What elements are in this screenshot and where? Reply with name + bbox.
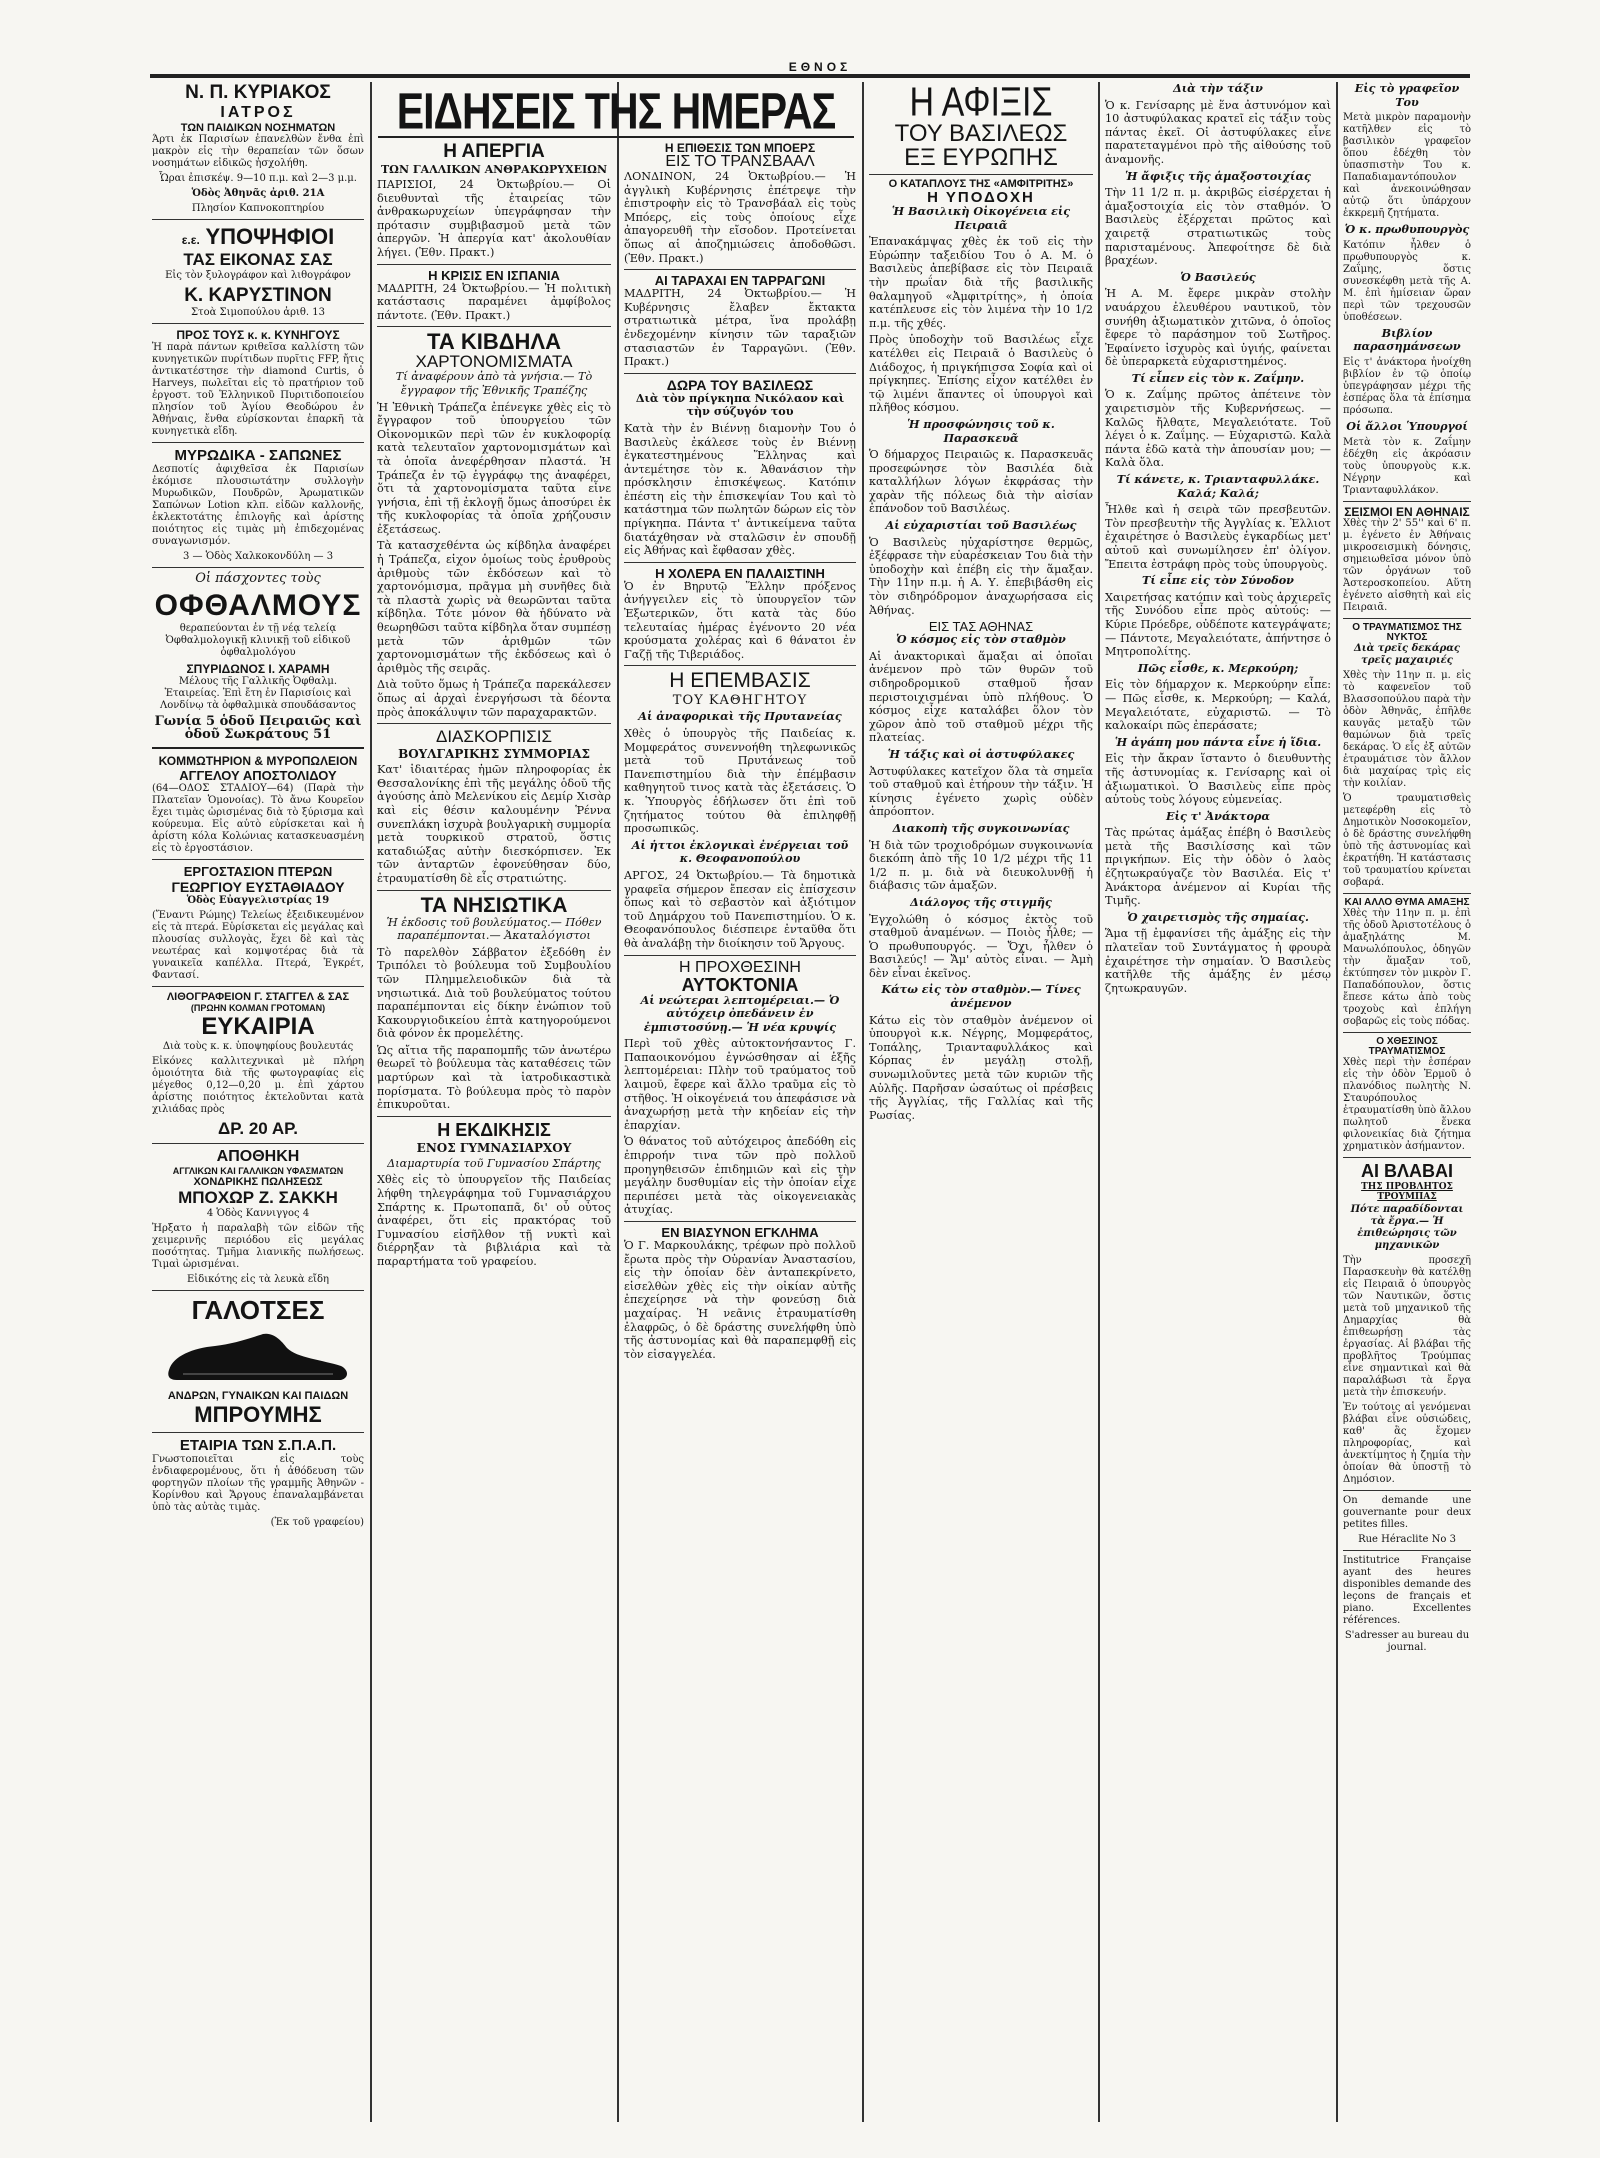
eykairia-price: ΔΡ. 20 ΑΡ. xyxy=(218,1118,298,1138)
sakki-address: 4 Ὁδὸς Καννιγγος 4 xyxy=(206,1207,310,1219)
sakki-tail: Εἰδικότης εἰς τὰ λευκὰ εἴδη xyxy=(187,1273,329,1285)
kynigous-text: Ἡ παρὰ πάντων κριθεῖσα καλλίστη τῶν κυνηγετικῶν πυρίτιδων πυρῖτις FFP, ἤτις ἀντικατέστησε τὴν diamond Curtis, ὁ Harveys, πωλεῖται εἰς τὸ πρατήριον τοῦ ἐργοστ. τοῦ Ἑλληνικοῦ Πυριτιδοποιείου πλησίον τοῦ Ἁγίου Θεοδώρου ἐν Ἀθήναις, ἔνθα εὑρίσκονται ἐπαρκῆ τὰ κυνηγετικὰ εἴδη. xyxy=(152,342,364,437)
ypopsifioi-heading: ε.ε. ΥΠΟΨΗΦΙΟΙ xyxy=(181,224,335,249)
efxaristies-text: Ὁ Βασιλεὺς ηὐχαρίστησε θερμῶς, ἐξέφρασε τὴν εὐαρέσκειαν Του διὰ τὴν ὑποδοχὴν καὶ ἐπέβη εἰς τὴν ἅμαξαν. Τὴν 11ην π.μ. ἡ Α. Υ. ἐπεβιβάσθη εἰς τὸν σιδηρόδρομον ἀναχωρήσασα εἰς Ἀθήνας. xyxy=(869,535,1093,617)
allo-thyma-text: Χθὲς τὴν 11ην π. μ. ἐπὶ τῆς ὁδοῦ Ἀριστοτέλους ὁ ἁμαξηλάτης Μ. Μανωλόπουλος, ὁδηγῶν τὴν ἅμαξαν τοῦ, ἐκτύπησεν τὸν μικρὸν Γ. Παπαδόπουλον, ὅστις ἔπεσε κάτω ἀπὸ τοὺς τροχοὺς καὶ ἐπλήγη σοβαρῶς εἰς τοὺς πόδας. xyxy=(1343,907,1471,1027)
agapi-subheading: Ἡ ἀγάπη μου πάντα εἶνε ἡ ἴδια. xyxy=(1114,734,1322,749)
synodos-text: Χαιρετήσας κατόπιν καὶ τοὺς ἀρχιερεῖς τῆς Συνόδου εἶπε πρὸς αὐτούς: — Κύριε Πρόεδρε, οὐδέποτε κατεγράψατε; — Πάντοτε, Μεγαλειότατε, ἀπήντησε ὁ Μητροπολίτης. xyxy=(1105,590,1331,659)
kivdila-text: Ἡ Ἐθνικὴ Τράπεζα ἐπένεγκε χθὲς εἰς τὸ ἔγγραφον τοῦ ὑπουργείου τῶν Οἰκονομικῶν περὶ τῶν ἐν κυκλοφορίᾳ κατὰ τελευταῖον χαρτονομισμάτων καὶ τὰ ὁποῖα ἀνεφέρθησαν πλαστά. Ἡ Τράπεζα ἐν τῷ ἐγγράφῳ της ἀναφέρει, ὅτι τὰ χαρτονομίσματα ταῦτα εἶνε γνήσια, ἐπὶ τῇ ἐκλογῇ ὅμως ἀποσύρει ἐκ τῆς κυκλοφορίας τὰ ὁποῖα χρήζουσιν ἐξετάσεως. xyxy=(377,400,611,536)
merkouris-subheading: Πῶς εἶσθε, κ. Μερκούρη; xyxy=(1137,660,1299,675)
institutrice-address: S'adresser au bureau du journal. xyxy=(1344,1629,1470,1653)
argos-text: ΑΡΓΟΣ, 24 Ὀκτωβρίου.— Τὰ δημοτικὰ γραφεῖα σήμερον ἔπεσαν εἰς ἐπίσχεσιν ὅπως καὶ τὸ σεβαστὸν καὶ ἀξιότιμον τοῦ Δημάρχου τοῦ Πανεπιστημίου. Ὁ κ. Θεοφανόπουλος διέσπειρε ἐνταῦθα ὅτι θὰ ἀναλάβῃ τὴν διοίκησιν τοῦ Ἄργους. xyxy=(624,868,856,950)
vasiliki-subheading: Ἡ Βασιλικὴ Οἰκογένεια εἰς Πειραιᾶ xyxy=(891,204,1071,232)
prosfonisis-text: Ὁ δήμαρχος Πειραιῶς κ. Παρασκευᾶς προσεφώνησε τὸν Βασιλέα διὰ καταλλήλων λόγων ἐκφράσας τὴν χαρὰν τῆς πόλεως διὰ τὴν αἰσίαν ἐπάνοδον τοῦ Βασιλέως. xyxy=(869,448,1093,516)
sakki-text: Ἠρξατο ἡ παραλαβὴ τῶν εἰδῶν τῆς χειμερινῆς περιόδου εἰς μεγάλας ποσότητας. Τμῆμα λιανικῆς πωλήσεως. Τιμαὶ ὡρισμέναι. xyxy=(152,1222,364,1270)
travmatismos-heading: Ο ΤΡΑΥΜΑΤΙΣΜΟΣ ΤΗΣ ΝΥΚΤΟΣ xyxy=(1352,621,1462,643)
vasiliki-text: Ἐπανακάμψας χθὲς ἐκ τοῦ εἰς τὴν Εὐρώπην ταξειδίου Του ὁ Α. Μ. ὁ Βασιλεὺς ἀπεβίβασε εἰς τὸν Πειραιᾶ τὴν πρωΐαν διὰ τῆς βασιλικῆς θαλαμηγοῦ «Ἀμφιτρίτης», ἡ ὁποία κατέπλευσε εἰς τὸν λιμένα τὴν 10 1/2 π.μ. τῆς χθές. xyxy=(869,235,1093,330)
nisiotika-subheading: Ἡ ἐκδοσις τοῦ βουλεύματος.— Πόθεν παραπέμπονται.— Ἀκαταλόγιστοι xyxy=(386,915,602,943)
krisis-text: ΜΑΔΡΙΤΗ, 24 Ὀκτωβρίου.— Ἡ πολιτικὴ κατάστασις παραμένει ἀμφίβολος πάντοτε. (Ἐθν. Πρακτ.) xyxy=(377,281,611,322)
column-divider xyxy=(1098,82,1100,2122)
aftoktonia-subheading: Αἱ νεώτεραι λεπτομέρειαι.— Ὁ αὐτόχειρ ὀπεδάνειν ἐν ἐμπιστοσύνῃ.— Ἡ νέα κρυψίς xyxy=(640,992,840,1034)
grafeion-text: Μετὰ μικρὸν παραμονὴν κατῆλθεν εἰς τὸ βασιλικὸν γραφεῖον ὅπου ἐδέχθη τὸν ὑπασπιστὴν Του κ. Παπαδιαμαντόπουλον καὶ ἀνεκοινώθησαν αὐτῷ ὅτι ὑπάρχουν ἐκκρεμῆ ζητήματα. xyxy=(1343,112,1471,220)
lithografeion-sub: (ΠΡΩΗΝ ΚΟΛΜΑΝ ΓΡΟΤΟΜΑΝ) xyxy=(190,1002,326,1013)
karystinos-name: Κ. ΚΑΡΥΣΤΙΝΟΝ xyxy=(184,285,332,306)
xolera-heading: Η ΧΟΛΕΡΑ ΕΝ ΠΑΛΑΙΣΤΙΝΗ xyxy=(655,565,825,581)
epemvasis-heading: Η ΕΠΕΜΒΑΣΙΣ xyxy=(669,669,811,693)
aftoktonia-heading: ΑΥΤΟΚΤΟΝΙΑ xyxy=(681,974,799,995)
athinas-heading: ΕΙΣ ΤΑΣ ΑΘΗΝΑΣ xyxy=(928,619,1034,635)
etaireia-heading: ΕΤΑΙΡΙΑ ΤΩΝ Σ.Π.Α.Π. xyxy=(179,1436,337,1454)
column-divider xyxy=(862,82,864,2122)
evropis-heading: ΕΞ ΕΥΡΩΠΗΣ xyxy=(904,144,1058,171)
ekdikisis-subheading-2: Διαμαρτυρία τοῦ Γυμνασίου Σπάρτης xyxy=(387,1156,601,1170)
zaimi-text: Ὁ κ. Ζαΐμης πρῶτος ἀπέτεινε τὸν χαιρετισμὸν τῆς Κυβερνήσεως. — Καλῶς ἤλθατε, Μεγαλειότατε. Τοῦ λέγει ὁ κ. Ζαΐμης. — Εὐχαριστῶ. Καλὰ πάντα ἐδῶ κατὰ τὴν ἀπουσίαν μου; — Καλὰ ὅλα. xyxy=(1105,388,1331,470)
xolera-text: Ὁ ἐν Βηρυτῷ Ἕλλην πρόξενος ἀνήγγειλεν εἰς τὸ ὑπουργεῖον τῶν Ἐξωτερικῶν, ὅτι κατὰ τὰς δύο τελευταίας ἡμέρας ἐγένοντο 20 νέα κρούσματα χολέρας καὶ 6 θάνατοι ἐν Γαζῇ τῆς Τιβεριάδος. xyxy=(624,579,856,661)
kyriakos-address: Ὁδὸς Ἀθηνᾶς ἀριθ. 21Α xyxy=(191,188,325,199)
eikonas-text: Εἰς τὸν ξυλογράφον καὶ λιθογράφον xyxy=(165,270,351,281)
taxin-text: Ὁ κ. Γενίσαρης μὲ ἕνα ἀστυνόμον καὶ 10 ἀστυφύλακας κρατεῖ εἰς τάξιν τοὺς πάντας ἐκεῖ. Οἱ ἀστυφύλακες εἶνε παρατεταγμένοι πρὸ τῆς αἰθούσης τοῦ ἀναμονῆς. xyxy=(1105,98,1331,166)
prosfonisis-subheading: Ἡ προσφώνησις τοῦ κ. Παρασκευᾶ xyxy=(907,416,1055,445)
masthead-rule xyxy=(150,74,1470,78)
tarraxai-text: ΜΑΔΡΙΤΗ, 24 Ὀκτωβρίου.— Ἡ Κυβέρνησις ἔλαβεν ἔκτακτα στρατιωτικὰ μέτρα, ἵνα προλάβῃ ἐνδεχομένην κίνησιν τῶν ταραξιῶν στασιαστῶν ἐν Ταρραγῶνι. (Ἐθν. Πρακτ.) xyxy=(624,287,856,369)
kyriakos-address-note: Πλησίον Καπνοκοπτηρίου xyxy=(191,203,325,214)
kyriakos-name: Ν. Π. ΚΥΡΙΑΚΟΣ xyxy=(185,82,331,103)
boers-text: ΛΟΝΔΙΝΟΝ, 24 Ὀκτωβρίου.— Ἡ ἀγγλικὴ Κυβέρνησις ἐπέτρεψε τὴν ἐπιστροφὴν εἰς τὸ Τρανσβάαλ εἰς τοὺς Μπόερς, εἰς τοὺς ὁποίους εἶχε ἀπαγορευθῆ τὴν εἴσοδον. Προτείνεται ὅπως αἱ ἀποζημιώσεις ἀποδοθῶσι. (Ἐθν. Πρακτ.) xyxy=(624,170,856,265)
myrodika-heading: ΜΥΡΩΔΙΚΑ - ΣΑΠΩΝΕΣ xyxy=(174,447,342,464)
vasileus-text: Ἡ Α. Μ. ἔφερε μικρὰν στολὴν ναυάρχου ἐλευθέρου ναυτικοῦ, τὸν συνήθη ἀξιωματικὸν χιτῶνα, ὁ ὁποῖος ἔφερε τὸ παράσημον τοῦ Σωτῆρος. Ἐφαίνετο ἰσχυρὸς καὶ ὑγιής, φαίνεται δὲ ὑπεραρκετὰ εὐχαριστημένος. xyxy=(1105,287,1331,369)
pasxontes-line: Οἱ πάσχοντες τοὺς xyxy=(195,571,321,586)
anaktora-subheading: Εἰς τ' Ἀνάκτορα xyxy=(1166,808,1270,823)
xthesinos-heading: Ο ΧΘΕΣΙΝΟΣ ΤΡΑΥΜΑΤΙΣΜΟΣ xyxy=(1368,1035,1446,1057)
vivlion-text: Εἰς τ' ἀνάκτορα ἠνοίχθη βιβλίον ἐν τῷ ὁποίῳ ὑπεγράφησαν μέχρι τῆς ἑσπέρας ὅλα τὰ ἐπίσημα πρόσωπα. xyxy=(1343,356,1471,416)
galotses-heading: ΓΑΛΟΤΣΕΣ xyxy=(191,1294,325,1325)
kivdila-subheading: Τί ἀναφέρουν ἀπὸ τὰ γνήσια.— Τὸ ἔγγραφον τῆς Ἐθνικῆς Τραπέζης xyxy=(395,370,593,397)
ekdikisis-subheading: ΕΝΟΣ ΓΥΜΝΑΣΙΑΡΧΟΥ xyxy=(416,1140,572,1155)
apergia-subheading: ΤΩΝ ΓΑΛΛΙΚΩΝ ΑΝΘΡΑΚΩΡΥΧΕΙΩΝ xyxy=(380,163,608,176)
taxin-subheading: Διὰ τὴν τάξιν xyxy=(1173,82,1263,95)
kyriakos-specialty: ΤΩΝ ΠΑΙΔΙΚΩΝ ΝΟΣΗΜΑΤΩΝ xyxy=(180,122,336,134)
alloi-subheading: Οἱ ἄλλοι Ὑπουργοί xyxy=(1346,418,1468,433)
ptera-address: Ὁδὸς Εὐαγγελιστρίας 19 xyxy=(186,894,330,906)
ekdikisis-text: Χθὲς εἰς τὸ ὑπουργεῖον τῆς Παιδείας λήφθη τηλεγράφημα τοῦ Γυμνασιάρχου Σπάρτης κ. Πρωτοπαπᾶ, δι' οὗ οὗτος ἀναφέρει, ὅτι εἰς πρακτόρας τοῦ Γυμνασίου εἰσῆλθον τῇ νυκτὶ καὶ διέρρηξαν τὰ βιβλιάρια καὶ τὰ παραρτήματα τοῦ γραφείου. xyxy=(377,1173,611,1268)
charami-name: ΣΠΥΡΙΔΩΝΟΣ Ι. ΧΑΡΑΜΗ xyxy=(186,661,330,676)
kanete-subheading: Τί κάνετε, κ. Τριανταφυλλάκε. Καλά; Καλά; xyxy=(1116,472,1320,500)
dialogos-text: Ἐγχολώθη ὁ κόσμος ἐκτὸς τοῦ σταθμοῦ ἀναμένων. — Ποιὸς ἦλθε; — Ὁ πρωθυπουργός. — Ὄχι, ἦλθεν ὁ Βασιλεύς! — Ἄμ' αὐτὸς εἶναι. — Ἀμὴ δὲν εἶναι ἐκεῖνος. xyxy=(869,912,1093,980)
vivlion-subheading: Βιβλίον παρασημάνσεων xyxy=(1353,325,1461,354)
etaireia-tail: (Ἐκ τοῦ γραφείου) xyxy=(270,1516,364,1528)
seismos-text: Χθὲς τὴν 2' 55'' καὶ 6' π. μ. ἐγένετο ἐν Ἀθήναις μικροσεισμικὴ δόνησις, σημειωθεῖσα μόνον ὑπὸ τῶν ὀργάνων τοῦ Ἀστεροσκοπείου. Αὕτη ἐγένετο αἰσθητὴ καὶ εἰς Πειραιᾶ. xyxy=(1343,517,1471,613)
news-banner-box xyxy=(378,84,854,138)
boulg-text: Κατ' ἰδιαιτέρας ἡμῶν πληροφορίας ἐκ Θεσσαλονίκης ἐπὶ τῆς μεγάλης ὁδοῦ τῆς ἀγούσης ἀπὸ Μελενίκου εἰς Δεμίρ Χισὰρ καὶ εἰς θέσιν καλουμένην Ῥέννα συνεπλάκη ἰσχυρὰ βουλγαρικὴ συμμορία μετὰ τουρκικοῦ στρατοῦ, ὅστις καταδιώξας αὐτὴν διεσκόρπισεν. Ἐκ τῶν ἀνταρτῶν ἐφονεύθησαν δύο, ἐτραυματίσθη δὲ εἷς στρατιώτης. xyxy=(377,763,611,885)
masthead-mark: ΕΘΝΟΣ xyxy=(788,60,852,74)
travmatismos-text-2: Ὁ τραυματισθεὶς μετεφέρθη εἰς τὸ Δημοτικὸν Νοσοκομεῖον, ὁ δὲ δράστης συνελήφθη ὑπὸ τῆς ἀστυνομίας καὶ ἐκρατήθη. Ἡ κατάστασις τοῦ τραυματίου κρίνεται σοβαρά. xyxy=(1343,792,1471,888)
synodos-subheading: Τί εἶπε εἰς τὸν Σύνοδον xyxy=(1142,573,1294,588)
stathmo-text: Κάτω εἰς τὸν σταθμὸν ἀνέμενον οἱ ὑπουργοὶ κ.κ. Νέγρης, Μομφεράτος, Τοπάλης, Τριανταφυλλάκος καὶ Κόρπας ἐν μεγάλῃ στολῇ, συνωμιλοῦντες μετὰ τῶν κυριῶν τῆς Αὐλῆς. Παρῆσαν ὡσαύτως οἱ πρέσβεις τῆς Ἀγγλίας, τῆς Γαλλίας καὶ τῆς Ρωσίας. xyxy=(869,1013,1093,1122)
xartonomismata-heading: ΧΑΡΤΟΝΟΜΙΣΜΑΤΑ xyxy=(415,352,573,372)
taxis-text: Ἀστυφύλακες κατεῖχον ὅλα τὰ σημεῖα τοῦ σταθμοῦ καὶ ἐτήρουν τὴν τάξιν. Ἡ κίνησις ἐγένετο χωρὶς οὐδὲν ἀπρόοπτον. xyxy=(869,764,1093,819)
ypodoxi-heading: Η ΥΠΟΔΟΧΗ xyxy=(927,189,1035,206)
argos-subheading: Αἱ ἡττοι ἐκλογικαὶ ἐνέργειαι τοῦ κ. Θεοφανοπούλου xyxy=(631,837,849,866)
kommotirion-heading: ΚΟΜΜΩΤΗΡΙΟΝ & ΜΥΡΟΠΩΛΕΙΟΝ xyxy=(158,753,358,768)
egklima-text: Ὁ Γ. Μαρκουλάκης, τρέφων πρὸ πολλοῦ ἔρωτα πρὸς τὴν Οὐρανίαν Ἀναστασίου, εἰς τὴν ὁποίαν δὲν ἀνταπεκρίνετο, εἰσελθὼν χθὲς εἰς τὴν οἰκίαν αὐτῆς ἐπεχείρησε νὰ τὴν φονεύσῃ διὰ μαχαίρας. Ἡ νεᾶνις ἐτραυματίσθη ἐλαφρῶς, ὁ δὲ δράστης συνελήφθη ὑπὸ τῆς ἀστυνομίας καὶ θὰ παραπεμφθῇ εἰς τὸν εἰσαγγελέα. xyxy=(624,1239,856,1361)
ekdikisis-heading: Η ΕΚΔΙΚΗΣΙΣ xyxy=(437,1119,551,1140)
grafeion-subheading: Εἰς τὸ γραφεῖον Του xyxy=(1354,82,1460,109)
travmatismos-subheading: Διὰ τρεῖς δεκάρας τρεῖς μαχαιριές xyxy=(1353,642,1460,666)
nisiotika-text: Τὸ παρελθὸν Σάββατον ἐξεδόθη ἐν Τριπόλει τὸ βούλευμα τοῦ Συμβουλίου τῶν Πλημμελειοδικῶν διὰ τὰ νησιωτικά. Διὰ τοῦ βουλεύματος τούτου παραπέμπονται εἰς δίκην ἐνώπιον τοῦ Κακουργιοδικείου ἐπτὰ κατηγορούμενοι διὰ φόνον ἐκ προμελέτης. xyxy=(377,945,611,1041)
nisiotika-text-2: Ὡς αἴτια τῆς παραπομπῆς τῶν ἀνωτέρω θεωρεῖ τὸ βούλευμα τὰς καταθέσεις τῶν μαρτύρων καὶ τὰ ἰατροδικαστικὰ πορίσματα. Τὸ βούλευμα πρὸς τὸ παρὸν ἐπικυροῦται. xyxy=(377,1043,611,1112)
institutrice-ad: Institutrice Française ayant des heures disponibles demande des leçons de français et piano. Excellentes références. xyxy=(1343,1554,1471,1626)
nisiotika-heading: ΤΑ ΝΗΣΙΩΤΙΚΑ xyxy=(420,893,568,917)
etaireia-text: Γνωστοποιεῖται εἰς τοὺς ἐνδιαφερομένους, ὅτι ἡ ἀθόδευση τῶν φορτηγῶν πλοίων τῆς γραμμῆς Ἀθηνῶν - Κορίνθου καὶ Ἄργους ἐπαναλαμβάνεται ὑπὸ τὰς αὐτὰς τιμὰς. xyxy=(152,1453,364,1513)
ofthalmous-heading: ΟΦΘΑΛΜΟΥΣ xyxy=(154,588,362,622)
demande-address: Rue Héraclite No 3 xyxy=(1358,1533,1456,1545)
kivdila-text-3: Διὰ τοῦτο ὅμως ἡ Τράπεζα παρεκάλεσεν ὅπως αἱ ἀρχαὶ ἐνεργήσωσι τὰ δέοντα πρὸς ἀποκάλυψιν τῶν παραχαρακτῶν. xyxy=(377,678,611,719)
dora-heading: ΔΩΡΑ ΤΟΥ ΒΑΣΙΛΕΩΣ xyxy=(666,376,814,393)
prothypourgos-subheading: Ὁ κ. πρωθυπουργὸς xyxy=(1344,222,1470,237)
eykairia-heading: ΕΥΚΑΙΡΙΑ xyxy=(201,1012,315,1040)
eystathiadou-name: ΓΕΩΡΓΙΟΥ ΕΥΣΤΑΘΙΑΔΟΥ xyxy=(171,878,345,895)
xairetismos-text: Ἅμα τῇ ἐμφανίσει τῆς ἁμάξης εἰς τὴν πλατεῖαν τοῦ Συντάγματος ἡ φρουρὰ ἐχαιρέτησε τὴν σημαίαν. Ὁ Βασιλεὺς κατῆλθε τῆς ἁμάξης ἐν μέσῳ ζητωκραυγῶν. xyxy=(1105,927,1331,995)
vlavai-subheading: ΤΗΣ ΠΡΟΒΛΗΤΟΣ ΤΡΟΥΜΠΑΣ xyxy=(1361,1181,1453,1202)
ads-column xyxy=(152,82,364,2122)
lithografeion-heading: ΛΙΘΟΓΡΑΦΕΙΟΝ Γ. ΣΤΑΓΓΕΛ & ΣΑΣ xyxy=(166,990,350,1003)
dora-subheading: Διὰ τὸν πρίγκηπα Νικόλαον καὶ τὴν σύζυγόν του xyxy=(635,390,845,419)
diakopi-subheading: Διακοπὴ τῆς συγκοινωνίας xyxy=(892,820,1070,835)
dora-text: Κατὰ τὴν ἐν Βιέννῃ διαμονὴν Του ὁ Βασιλεὺς ἐκάλεσε τοὺς ἐν Βιέννῃ ἐγκατεστημένους Ἕλληνας καὶ ἀντεμέτησε τὸν κ. Ἀθανάσιον τὴν πρόσκλησιν ἐπισκέψεως. Κατόπιν ἐπέστη εἰς τὴν ἐπισκεψίαν Του καὶ τὸ κατάστημα τῶν πωλητῶν δώρων εἰς τὸν πρίγκηπα. Πάντα τ' ἀντικείμενα ταῦτα διατάχθησαν νὰ σταλῶσιν ἐν σπουδῇ εἰς Ἀθήνας καὶ ἔφθασαν χθὲς. xyxy=(624,421,856,558)
news-column-2 xyxy=(624,142,856,2122)
karystinos-address: Στοὰ Σιμοπούλου ἀριθ. 13 xyxy=(190,307,325,318)
agapi-text: Εἰς τὴν ἄκραν ἵσταντο ὁ διευθυντὴς τῆς ἀστυνομίας κ. Γενίσαρης καὶ οἱ ἀξιωματικοὶ. Ὁ Βασιλεὺς εἶπε πρὸς αὐτοὺς τοὺς λόγους εὐμενείας. xyxy=(1105,752,1331,807)
boulg-subheading: ΒΟΥΛΓΑΡΙΚΗΣ ΣΥΜΜΟΡΙΑΣ xyxy=(398,747,590,762)
tarraxai-heading: ΑΙ ΤΑΡΑΧΑΙ ΕΝ ΤΑΡΡΑΓΩΝΙ xyxy=(654,273,826,289)
mpromis-name: ΜΠΡΟΥΜΗΣ xyxy=(194,1401,322,1427)
kataplous-heading: Ο ΚΑΤΑΠΛΟΥΣ ΤΗΣ «ΑΜΦΙΤΡΙΤΗΣ» xyxy=(888,178,1074,190)
column-divider xyxy=(1336,82,1338,2122)
krisis-heading: Η ΚΡΙΣΙΣ ΕΝ ΙΣΠΑΝΙΑ xyxy=(428,267,560,283)
zaimi-subheading: Τί εἶπεν εἰς τὸν κ. Ζαΐμην. xyxy=(1131,370,1305,385)
sakki-name: ΜΠΟΧΩΡ Ζ. ΣΑΚΚΗ xyxy=(178,1187,338,1207)
column-divider xyxy=(370,82,372,2122)
news-column-1 xyxy=(377,142,611,2122)
merkouris-text: Εἰς τὸν δήμαρχον κ. Μερκούρην εἶπε: — Πῶς εἶσθε, κ. Μερκούρη; — Καλά, Μεγαλειότατε, εὐχαριστῶ. — Τὸ καλοκαίρι πῶς ἐπεράσατε; xyxy=(1105,678,1331,733)
charami-address: Γωνία 5 ὁδοῦ Πειραιῶς καὶ ὁδοῦ Σωκράτους 51 xyxy=(154,713,362,743)
kanete-text: Ἦλθε καὶ ἡ σειρὰ τῶν πρεσβευτῶν. Τὸν πρεσβευτὴν τῆς Ἀγγλίας κ. Ἐλλιοτ ἐχαιρέτησε ὁ Βασιλεὺς ἐγκαρδίως μετ' αὐτοῦ καὶ συνωμίλησεν ἐπ' ὀλίγον. Ἔπειτα ἐστράφη πρὸς τοὺς ὑπουργοὺς. xyxy=(1105,503,1331,571)
kynigous-heading: ΠΡΟΣ ΤΟΥΣ κ. κ. ΚΥΝΗΓΟΥΣ xyxy=(176,328,340,342)
vlavai-text: Τὴν προσεχῆ Παρασκευὴν θὰ κατέλθῃ εἰς Πειραιᾶ ὁ ὑπουργὸς τῶν Ναυτικῶν, ὅστις μετὰ τοῦ μηχανικοῦ τῆς Δημαρχίας θὰ ἐπιθεωρήσῃ τὰς ἐργασίας. Αἱ βλάβαι τῆς προβλῆτος Τρούμπας εἶνε σημαντικαὶ καὶ θὰ παραλάβωσι τὰ ἔργα μετὰ τὴν ἐπισκευήν. xyxy=(1343,1254,1471,1398)
epemvasis-text: Χθὲς ὁ ὑπουργὸς τῆς Παιδείας κ. Μομφεράτος συνεννοήθη τηλεφωνικῶς μετὰ τοῦ Πρυτάνεως τοῦ Πανεπιστημίου διὰ τὴν ἐπέμβασιν καθηγητοῦ τινος κατὰ τὰς ἐξετάσεις. Ὁ κ. Ὑπουργὸς ἐδήλωσεν ὅτι ἐπὶ τοῦ ζητήματος τούτου θὰ ἐπιληφθῇ προσωπικῶς. xyxy=(624,727,856,836)
efxaristies-subheading: Αἱ εὐχαριστίαι τοῦ Βασιλέως xyxy=(885,518,1077,533)
apothiki-sub: ΑΓΓΛΙΚΩΝ ΚΑΙ ΓΑΛΛΙΚΩΝ ΥΦΑΣΜΑΤΩΝ xyxy=(172,1165,344,1176)
xairetismos-subheading: Ὁ χαιρετισμὸς τῆς σημαίας. xyxy=(1127,909,1309,924)
proxoisin-heading: Η ΠΡΟΧΘΕΣΙΝΗ xyxy=(679,958,801,976)
boers-heading: Η ΕΠΙΘΕΣΙΣ ΤΩΝ ΜΠΟΕΡΣ xyxy=(664,142,816,155)
egklima-heading: ΕΝ ΒΙΑΣΥΝΟΝ ΕΓΚΛΗΜΑ xyxy=(661,1225,819,1240)
aftoktonia-text-2: Ὁ θάνατος τοῦ αὐτόχειρος ἀπεδόθη εἰς ἐπιρροήν τινα τῶν πρὸ πολλοῦ προηγηθεισῶν ἐπιδημιῶν καὶ εἰς τὴν μεγάλην δυσθυμίαν εἰς τὴν ὁποίαν εἶχε περιπέσει μετὰ τὰς οἰκογενειακὰς ἀτυχίας. xyxy=(624,1135,856,1217)
column-divider xyxy=(617,82,619,2122)
royal-return-column-2 xyxy=(1105,82,1331,2122)
afixis-amaxostixias-subheading: Ἡ ἄφιξις τῆς ἁμαξοστοιχίας xyxy=(1125,168,1311,183)
kyriakos-hours: Ὧραι ἐπισκέψ. 9—10 π.μ. καὶ 2—3 μ.μ. xyxy=(159,173,357,184)
apergia-heading: Η ΑΠΕΡΓΙΑ xyxy=(443,142,545,162)
kivdila-text-2: Τὰ κατασχεθέντα ὡς κίβδηλα ἀναφέρει ἡ Τράπεζα, εἰχον ὁμοίως τοὺς ἐρυθροὺς ἀριθμοὺς τῶν ἐκδόσεων καὶ τὸ χαρτονόμισμα, πρᾶγμα μὴ συνῆθες διὰ τὰ πλαστὰ χωρὶς νὰ θεωρῶνται ταῦτα κίβδηλα. Τότε μόνον θὰ ἠδύνατο νὰ θεωρηθῶσι ταῦτα κίβδηλα ὅταν συμπέσῃ μετὰ τῶν ἀριθμῶν τῶν χαρτονομισμάτων τῆς ἐκδόσεως καὶ ὁ ἀριθμὸς τῆς σειρᾶς. xyxy=(377,539,611,675)
kosmos-text: Αἱ ἀνακτορικαὶ ἅμαξαι αἱ ὁποῖαι ἀνέμενον πρὸ τῶν θυρῶν τοῦ σιδηροδρομικοῦ σταθμοῦ ἦσαν περιστοιχισμέναι ὑπὸ πλήθους. Ὁ κόσμος εἶχε καταλάβει ὅλον τὸν χῶρον ἀπὸ τοῦ σταθμοῦ μέχρι τῆς πλατείας. xyxy=(869,649,1093,745)
afixis-heading: Η ΑΦΙΞΙΣ xyxy=(909,82,1053,126)
ptera-text: (Ἔναντι Ρώμης) Τελείως ἐξειδικευμένον εἰς τὰ πτερά. Εὑρίσκεται εἰς μεγάλας καὶ πλουσίας συλλογὰς, ἔχει δὲ καὶ τὰς νεωτέρας καὶ κομψοτέρας διὰ τὰ γυναικεῖα καπέλλα. Πτερά, Ἐγκρέτ, Φαντασί. xyxy=(152,909,364,981)
kyriakos-role: ΙΑΤΡΟΣ xyxy=(220,104,296,121)
myrodika-address: 3 — Ὁδὸς Χαλκοκονδύλη — 3 xyxy=(182,551,334,562)
stathmo-subheading: Κάτω εἰς τὸν σταθμὸν.— Τίνες ἀνέμενον xyxy=(881,982,1081,1011)
dialogos-subheading: Διάλογος τῆς στιγμῆς xyxy=(910,894,1052,909)
boers-subheading: ΕΙΣ ΤΟ ΤΡΑΝΣΒΑΑΛ xyxy=(665,153,815,170)
taxis-subheading: Ἡ τάξις καὶ οἱ ἀστυφύλακες xyxy=(887,746,1075,761)
kommotirion-text: (64—ΟΔΟΣ ΣΤΑΔΙΟΥ—64) (Παρὰ τὴν Πλατεῖαν Ὁμονοίας). Τὸ ἄνω Κουρεῖον ἔχει τιμὰς ὡρισμένας διὰ τὸ ξύρισμα καὶ κούρευμα. Εἰς αὐτὸ εὑρίσκεται καὶ ἡ ἀρίστη κόλα Κολώνιας κατασκευασμένη εἰς τὸ ἐργοστάσιον. xyxy=(152,782,364,854)
myrodika-text: Δεσποτίς ἀφιχθεῖσα ἐκ Παρισίων ἐκόμισε πλουσιωτάτην συλλογὴν Μυρωδικῶν, Πουδρῶν, Ἀρωματικῶν Σαπώνων Lotion κλπ. εἰδῶν καλλονῆς, ἐκλεκτοτάτης ἐπιλογῆς καὶ ἀρίστης ποιότητος εἰς τιμὰς μὴ ἐπιδεχομένας συναγωνισμόν. xyxy=(152,464,364,547)
seismos-heading: ΣΕΙΣΜΟΙ ΕΝ ΑΘΗΝΑΙΣ xyxy=(1344,504,1470,519)
kyriakos-text: Άρτι ἐκ Παρισίων ἐπανελθὼν ἔνθα ἐπὶ μακρὸν εἰς τὴν θεραπείαν τῶν ὅσων νοσημάτων εἰδικῶς ἠσχολήθη. xyxy=(152,134,364,169)
apergia-text: ΠΑΡΙΣΙΟΙ, 24 Ὀκτωβρίου.— Οἱ διευθυνταὶ τῆς ἐταιρείας τῶν ἀνθρακωρυχείων ὑπεγράφησαν τὴν πρότασιν συμβιβασμοῦ μετὰ τῶν ἀπεργῶν. Ἡ ἀπεργία κατ' ἀκολουθίαν λήγει. (Ἐθν. Πρακτ.) xyxy=(377,178,611,259)
royal-return-column xyxy=(869,82,1093,2122)
anaktora-text: Τὰς πρώτας ἁμάξας ἐπέβη ὁ Βασιλεὺς μετὰ τῆς Βασιλίσσης καὶ τῶν πριγκήπων. Εἰς τὴν ὁδὸν ὁ λαὸς ἐζητωκραύγαζε τὸν Βασιλέα. Εἰς τ' Ἀνάκτορα ἀνέμενον αἱ Κυρίαι τῆς Τιμῆς. xyxy=(1105,826,1331,908)
afixis-amaxostixias-text: Τὴν 11 1/2 π. μ. ἀκριβῶς εἰσέρχεται ἡ ἁμαξοστοιχία εἰς τὸν σταθμόν. Ὁ Βασιλεὺς ἐξέρχεται πρῶτος καὶ χαιρετᾷ στρατιωτικῶς τοὺς παρισταμένους. Ἀπεφοίτησε δὲ διὰ βραχέων. xyxy=(1105,186,1331,268)
vasileos-heading: ΤΟΥ ΒΑΣΙΛΕΩΣ xyxy=(894,120,1068,147)
ptera-heading: ΕΡΓΟΣΤΑΣΙΟΝ ΠΤΕΡΩΝ xyxy=(183,863,333,879)
ofthalmous-text: θεραπεύονται ἐν τῇ νέᾳ τελείᾳ Ὀφθαλμολογικῇ κλινικῇ τοῦ εἰδικοῦ ὀφθαλμολόγου xyxy=(165,622,351,658)
apothiki-heading: ΑΠΟΘΗΚΗ xyxy=(216,1147,300,1165)
vlavai-heading: ΑΙ ΒΛΑΒΑΙ xyxy=(1360,1160,1453,1181)
kivdila-heading: ΤΑ ΚΙΒΔΗΛΑ xyxy=(427,329,561,355)
vasileus-subheading: Ὁ Βασιλεύς xyxy=(1180,269,1256,284)
vlavai-text-2: Ἐν τούτοις αἱ γενόμεναι βλάβαι εἶνε οὐσιώδεις, καθ' ἃς ἔχομεν πληροφορίας, καὶ ἀνεκτίμητος ἡ ζημία τὴν ὁποίαν θὰ ὑποστῇ τὸ Δημόσιον. xyxy=(1343,1401,1471,1485)
alloi-text: Μετὰ τὸν κ. Ζαΐμην ἐδέχθη εἰς ἀκρόασιν τοὺς ὑπουργοὺς κ.κ. Νέγρην καὶ Τριανταφυλλάκον. xyxy=(1343,436,1471,496)
charami-text: Μέλους τῆς Γαλλικῆς Ὀφθαλμ. Ἑταιρείας. Ἐπὶ ἔτη ἐν Παρισίοις καὶ Λονδίνῳ τὰ ὀφθαλμικὰ σπουδάσαντος xyxy=(160,675,356,711)
news-banner: ΕΙΔΗΣΕΙΣ ΤΗΣ ΗΜΕΡΑΣ xyxy=(396,82,836,140)
travmatismos-text: Χθὲς τὴν 11ην π. μ. εἰς τὸ καφενεῖον τοῦ Βλασσοπούλου παρὰ τὴν ὁδὸν Ἀθηνᾶς, ἐπῆλθε καυγᾶς μεταξὺ τῶν θαμώνων διὰ τρεῖς δεκάρας. Ὁ εἷς ἐξ αὐτῶν ἐτραυμάτισε τὸν ἄλλον διὰ μαχαίρας τρὶς εἰς τὴν κοιλίαν. xyxy=(1343,669,1471,789)
epemvasis-subheading: ΤΟΥ ΚΑΘΗΓΗΤΟΥ xyxy=(672,693,808,709)
xthesinos-text: Χθὲς περὶ τὴν ἑσπέραν εἰς τὴν ὁδὸν Ἑρμοῦ ὁ πλανόδιος πωλητὴς Ν. Σταυρόπουλος ἐτραυματίσθη ὑπὸ ἄλλου πωλητοῦ ἕνεκα φιλονεικίας διὰ ζήτημα χρηματικὸν ἀσήμαντον. xyxy=(1343,1056,1471,1152)
news-column-6 xyxy=(1343,82,1471,2122)
apothiki-sub2: ΧΟΝΔΡΙΚΗΣ ΠΩΛΗΣΕΩΣ xyxy=(193,1175,323,1188)
eykairia-sub: Διὰ τοὺς κ. κ. ὑποψηφίους βουλευτάς xyxy=(162,1040,354,1052)
diaskorpisis-heading: ΔΙΑΣΚΟΡΠΙΣΙΣ xyxy=(435,727,553,747)
prothypourgos-text: Κατόπιν ἦλθεν ὁ πρωθυπουργὸς κ. Ζαΐμης, ὅστις συνεσκέφθη μετὰ τῆς Α. Μ. ἐπὶ ἡμίσειαν ὥραν περὶ τῶν τρεχουσῶν ὑποθέσεων. xyxy=(1343,239,1471,323)
galotses-sub: ΑΝΔΡΩΝ, ΓΥΝΑΙΚΩΝ ΚΑΙ ΠΑΙΔΩΝ xyxy=(167,1389,349,1402)
epemvasis-subheading-2: Αἱ ἀναφορικαὶ τῆς Πρυτανείας xyxy=(638,709,842,724)
vlavai-subheading-2: Πότε παραδίδονται τὰ ἔργα.— Ἡ ἐπιθεώρησις τῶν μηχανικῶν xyxy=(1350,1203,1464,1251)
demande-ad: On demande une gouvernante pour deux petites filles. xyxy=(1343,1494,1471,1530)
aftoktonia-text: Περὶ τοῦ χθὲς αὐτοκτονήσαντος Γ. Παπαοικονόμου ἐγνώσθησαν αἱ ἑξῆς λεπτομέρειαι: Πλὴν τοῦ τραύματος τοῦ λαιμοῦ, ἔφερε καὶ ἄλλο τραῦμα εἰς τὸ στῆθος. Ἡ οἰκογένειά του ἀπεφάσισε νὰ ἀναχωρήσῃ μετὰ τὴν κηδείαν εἰς τὴν ἐπαρχίαν. xyxy=(624,1037,856,1132)
galosh-shoe-icon xyxy=(163,1330,353,1386)
eikonas-heading: ΤΑΣ ΕΙΚΟΝΑΣ ΣΑΣ xyxy=(183,250,333,269)
allo-thyma-heading: ΚΑΙ ΑΛΛΟ ΘΥΜΑ ΑΜΑΞΗΣ xyxy=(1344,896,1470,908)
kosmos-subheading: Ὁ κόσμος εἰς τὸν σταθμὸν xyxy=(896,632,1066,647)
aggelou-name: ΑΓΓΕΛΟΥ ΑΠΟΣΤΟΛΙΔΟΥ xyxy=(179,767,337,783)
diakopi-text: Ἡ διὰ τῶν τροχιοδρόμων συγκοινωνία διεκόπη ἀπὸ τῆς 10 1/2 μέχρι τῆς 11 1/2 π. μ. διὰ νὰ διευκολυνθῇ ἡ διάβασις τῶν ἀμαξῶν. xyxy=(869,838,1093,893)
eykairia-text: Εἰκόνες καλλιτεχνικαὶ μὲ πλήρη ὁμοιότητα διὰ τῆς φωτογραφίας εἰς μέγεθος 0,12—0,20 μ. ἐπὶ χάρτου ἀρίστης ποιότητος ἐκτελοῦνται κατὰ χιλιάδας πρὸς xyxy=(152,1055,364,1115)
vasiliki-text-2: Πρὸς ὑποδοχὴν τοῦ Βασιλέως εἶχε κατέλθει εἰς Πειραιᾶ ὁ Βασιλεὺς ὁ Διάδοχος, ἡ πριγκήπισσα Σοφία καὶ οἱ πρίγκηπες. Ἐπίσης εἶχον κατέλθει ἐν τῷ λιμένι ἅπαντες οἱ ὑπουργοὶ καὶ πλῆθος κόσμου. xyxy=(869,333,1093,415)
